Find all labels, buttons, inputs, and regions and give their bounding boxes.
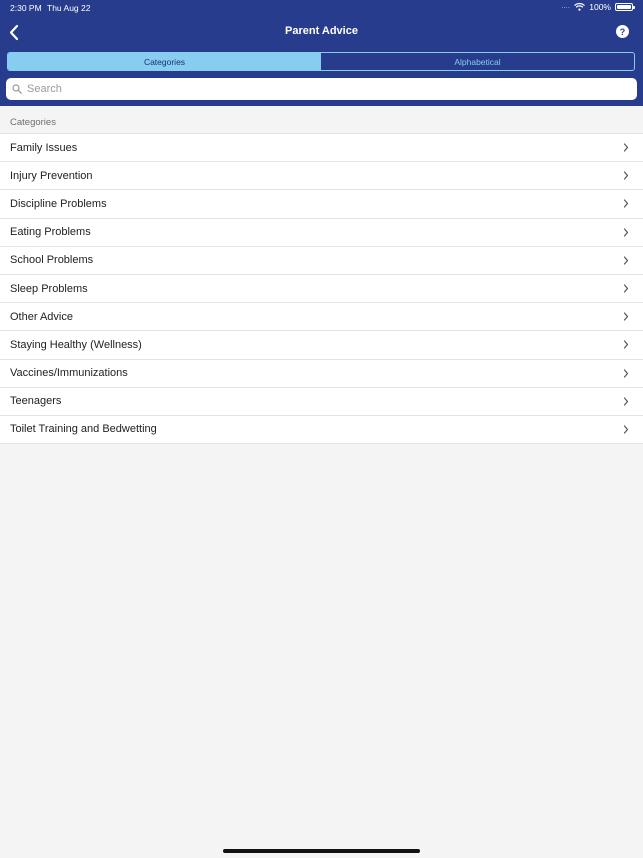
- status-bar: [0, 0, 643, 16]
- search-bar: [6, 78, 637, 100]
- nav-bar: [0, 18, 643, 46]
- list-item[interactable]: [0, 190, 643, 218]
- chevron-right-icon: [623, 312, 629, 321]
- chevron-right-icon: [623, 284, 629, 293]
- list-item-label: School Problems: [10, 254, 94, 267]
- list-item[interactable]: [0, 360, 643, 388]
- list-item[interactable]: [0, 219, 643, 247]
- categories-list: [0, 133, 643, 444]
- home-indicator: [223, 849, 420, 853]
- list-item[interactable]: [0, 162, 643, 190]
- list-item-label: Toilet Training and Bedwetting: [10, 423, 157, 436]
- signal-dots: ....: [561, 4, 571, 10]
- view-segmented-control: [7, 52, 635, 71]
- header: [0, 0, 643, 106]
- list-item-label: Injury Prevention: [10, 169, 93, 182]
- list-item-label: Family Issues: [10, 141, 78, 154]
- list-item[interactable]: [0, 303, 643, 331]
- status-time: 2:30 PM: [10, 3, 42, 13]
- segment-alphabetical[interactable]: Alphabetical: [454, 56, 501, 67]
- chevron-right-icon: [623, 256, 629, 265]
- help-button[interactable]: [616, 25, 629, 38]
- segment-categories[interactable]: Categories: [8, 53, 321, 70]
- chevron-right-icon: [623, 425, 629, 434]
- battery-icon: [615, 3, 633, 11]
- list-item[interactable]: [0, 247, 643, 275]
- question-circle-icon: ?: [619, 26, 626, 37]
- list-item[interactable]: [0, 416, 643, 444]
- search-icon: [12, 84, 22, 94]
- chevron-right-icon: [623, 228, 629, 237]
- list-item-label: Vaccines/Immunizations: [10, 367, 128, 380]
- chevron-right-icon: [623, 199, 629, 208]
- status-date: Thu Aug 22: [47, 3, 91, 13]
- list-item-label: Sleep Problems: [10, 282, 88, 295]
- section-header: Categories: [10, 117, 56, 128]
- chevron-right-icon: [623, 340, 629, 349]
- page-title: Parent Advice: [285, 25, 358, 37]
- list-item-label: Other Advice: [10, 310, 73, 323]
- search-input[interactable]: [27, 79, 637, 99]
- wifi-icon: [574, 3, 585, 11]
- battery-percent: 100%: [589, 2, 611, 12]
- list-item-label: Teenagers: [10, 395, 62, 408]
- chevron-right-icon: [623, 369, 629, 378]
- list-item[interactable]: [0, 331, 643, 359]
- status-indicators: [562, 2, 633, 12]
- list-item[interactable]: [0, 275, 643, 303]
- chevron-right-icon: [623, 171, 629, 180]
- list-item-label: Discipline Problems: [10, 197, 107, 210]
- list-item[interactable]: [0, 388, 643, 416]
- list-item-label: Staying Healthy (Wellness): [10, 338, 142, 351]
- chevron-right-icon: [623, 143, 629, 152]
- list-item-label: Eating Problems: [10, 226, 91, 239]
- list-item[interactable]: [0, 134, 643, 162]
- chevron-right-icon: [623, 397, 629, 406]
